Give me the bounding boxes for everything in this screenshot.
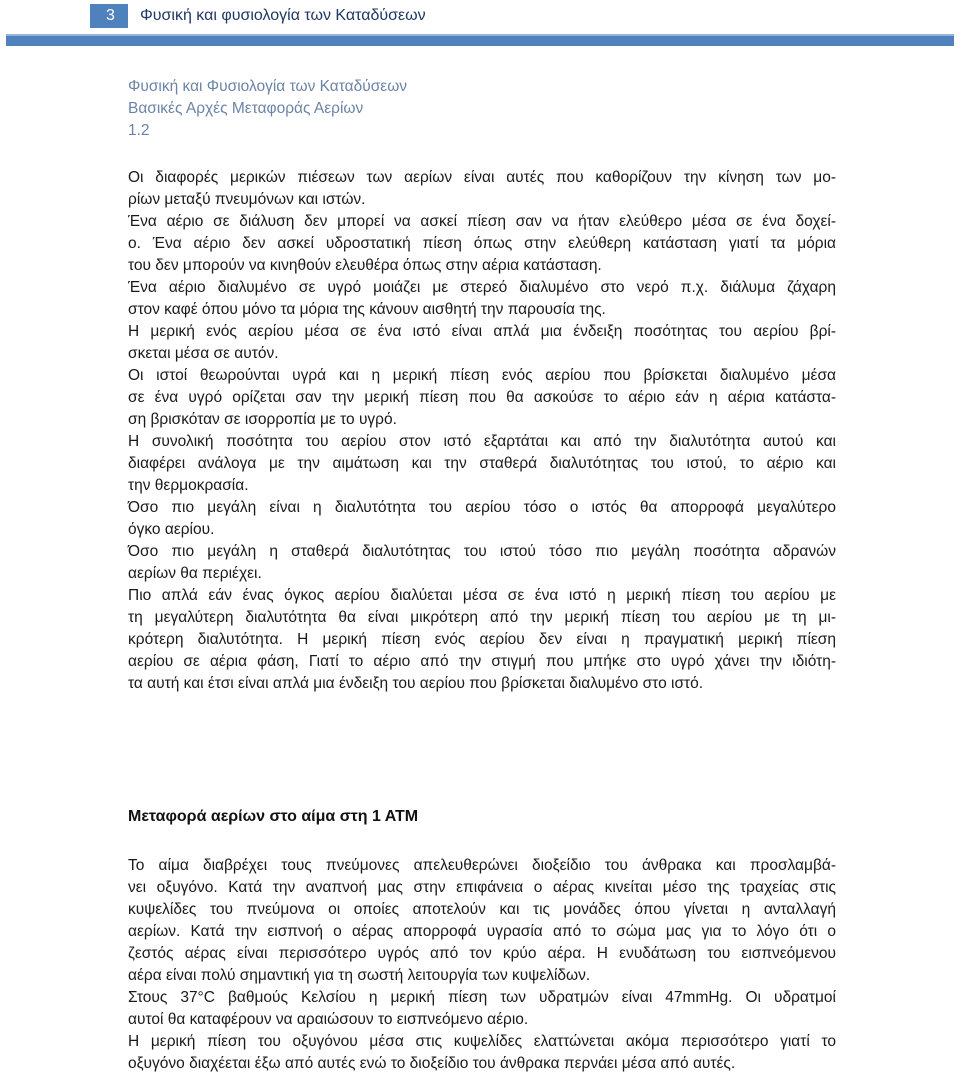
text-line: κυψελίδες του πνεύμονα οι οποίες αποτελούν και τις μονάδες όπου γίνεται η ανταλλαγή	[128, 901, 836, 918]
text-line: οξυγόνο διαχέεται έξω από αυτές ενώ το διοξείδιο του άνθρακα περνάει μέσα από αυτές.	[128, 1055, 736, 1072]
text-line: Ένα αέριο σε διάλυση δεν μπορεί να ασκεί πίεση σαν να ήταν ελεύθερο μέσα σε ένα δοχεί-	[128, 213, 836, 230]
text-line: του δεν μπορούν να κινηθούν ελευθέρα όπως στην αέρια κατάσταση.	[128, 257, 602, 274]
text-line: νει οξυγόνο. Κατά την αναπνοή μας στην επιφάνεια ο αέρας κινείται μέσο της τραχείας στις	[128, 879, 836, 896]
text-line: αέρα είναι πολύ σημαντική για τη σωστή λειτουργία των κυψελίδων.	[128, 967, 591, 984]
body-text-block-2	[128, 855, 836, 1075]
text-line: Οι ιστοί θεωρούνται υγρά και η μερική πίεση ενός αερίου που βρίσκεται διαλυμένο μέσα	[128, 367, 836, 384]
text-line: αερίων θα περιέχει.	[128, 565, 262, 582]
text-line: αερίων. Κατά την εισπνοή ο αέρας απορροφά υγρασία από το σώμα μας για το λόγο ότι ο	[128, 923, 836, 940]
text-line: ο. Ένα αέριο δεν ασκεί υδροστατική πίεση όπως στην ελεύθερη κατάσταση γιατί τα μόρια	[128, 235, 836, 252]
text-line: στον καφέ όπου μόνο τα μόρια της κάνουν αισθητή την παρουσία της.	[128, 301, 606, 318]
text-line: Ένα αέριο διαλυμένο σε υγρό μοιάζει με στερεό διαλυμένο στο νερό π.χ. διάλυμα ζάχαρη	[128, 279, 836, 296]
subheading: Μεταφορά αερίων στο αίμα στη 1 ΑΤΜ	[128, 808, 419, 825]
text-line: Όσο πιο μεγάλη είναι η διαλυτότητα του αερίου τόσο ο ιστός θα απορροφά μεγαλύτερο	[128, 499, 836, 516]
running-header-title: Φυσική και φυσιολογία των Καταδύσεων	[140, 7, 426, 24]
text-line: την θερμοκρασία.	[128, 477, 249, 494]
text-line: κρότερη διαλυτότητα. Η μερική πίεση ενός αερίου δεν είναι η πραγματική μερική πίεση	[128, 631, 836, 648]
page-header	[0, 0, 960, 40]
section-heading-line: Φυσική και Φυσιολογία των Καταδύσεων	[128, 78, 408, 95]
text-line: τη μεγαλύτερη διαλυτότητα θα είναι μικρότερη από την μερική πίεση του αερίου με τη μι-	[128, 609, 836, 626]
text-line: ση βρισκόταν σε ισορροπία με το υγρό.	[128, 411, 397, 428]
text-line: Οι διαφορές μερικών πιέσεων των αερίων είναι αυτές που καθορίζουν την κίνηση των μο-	[128, 169, 836, 186]
text-line: Το αίμα διαβρέχει τους πνεύμονες απελευθερώνει διοξείδιο του άνθρακα και προσλαμβά-	[128, 857, 836, 874]
text-line: διαφέρει ανάλογα με την αιμάτωση και την σταθερά διαλυτότητας του ιστού, το αέριο και	[128, 455, 836, 472]
section-heading-line: 1.2	[128, 122, 150, 139]
text-line: Η συνολική ποσότητα του αερίου στον ιστό εξαρτάται και από την διαλυτότητα αυτού και	[128, 433, 836, 450]
text-line: Όσο πιο μεγάλη η σταθερά διαλυτότητας του ιστού τόσο πιο μεγάλη ποσότητα αδρανών	[128, 543, 836, 560]
text-line: Πιο απλά εάν ένας όγκος αερίου διαλύεται μέσα σε ένα ιστό η μερική πίεση του αερίου με	[128, 587, 836, 604]
header-rule	[6, 34, 954, 46]
text-line: Στους 37°C βαθμούς Κελσίου η μερική πίεση των υδρατμών είναι 47mmHg. Οι υδρατμοί	[128, 989, 836, 1006]
text-line: όγκο αερίου.	[128, 521, 215, 538]
text-line: αερίου σε αέρια φάση, Γιατί το αέριο από την στιγμή που μπήκε στο υγρό χάνει την ιδιότη-	[128, 653, 836, 670]
text-line: ρίων μεταξύ πνευμόνων και ιστών.	[128, 191, 366, 208]
section-heading-line: Βασικές Αρχές Μεταφοράς Αερίων	[128, 100, 364, 117]
text-line: Η μερική ενός αερίου μέσα σε ένα ιστό είναι απλά μια ένδειξη ποσότητας του αερίου βρί-	[128, 323, 836, 340]
text-line: ζεστός αέρας είναι περισσότερο υγρός από τον κρύο αέρα. Η ενυδάτωση του εισπνεόμενου	[128, 945, 836, 962]
text-line: Η μερική πίεση του οξυγόνου μέσα στις κυψελίδες ελαττώνεται ακόμα περισσότερο γιατί το	[128, 1033, 836, 1050]
text-line: σε ένα υγρό ορίζεται σαν την μερική πίεση που θα ασκούσε το αέριο εάν η αέρια κατάστα-	[128, 389, 836, 406]
text-line: σκεται μέσα σε αυτόν.	[128, 345, 279, 362]
body-text-block-1	[128, 167, 836, 695]
text-line: τα αυτή και έτσι είναι απλά μια ένδειξη του αερίου που βρίσκεται διαλυμένο στο ιστό.	[128, 675, 704, 692]
text-line: αυτοί θα καταφέρουν να αραιώσουν το εισπνεόμενο αέριο.	[128, 1011, 529, 1028]
section-heading	[128, 76, 848, 142]
page-number: 3	[90, 4, 128, 28]
